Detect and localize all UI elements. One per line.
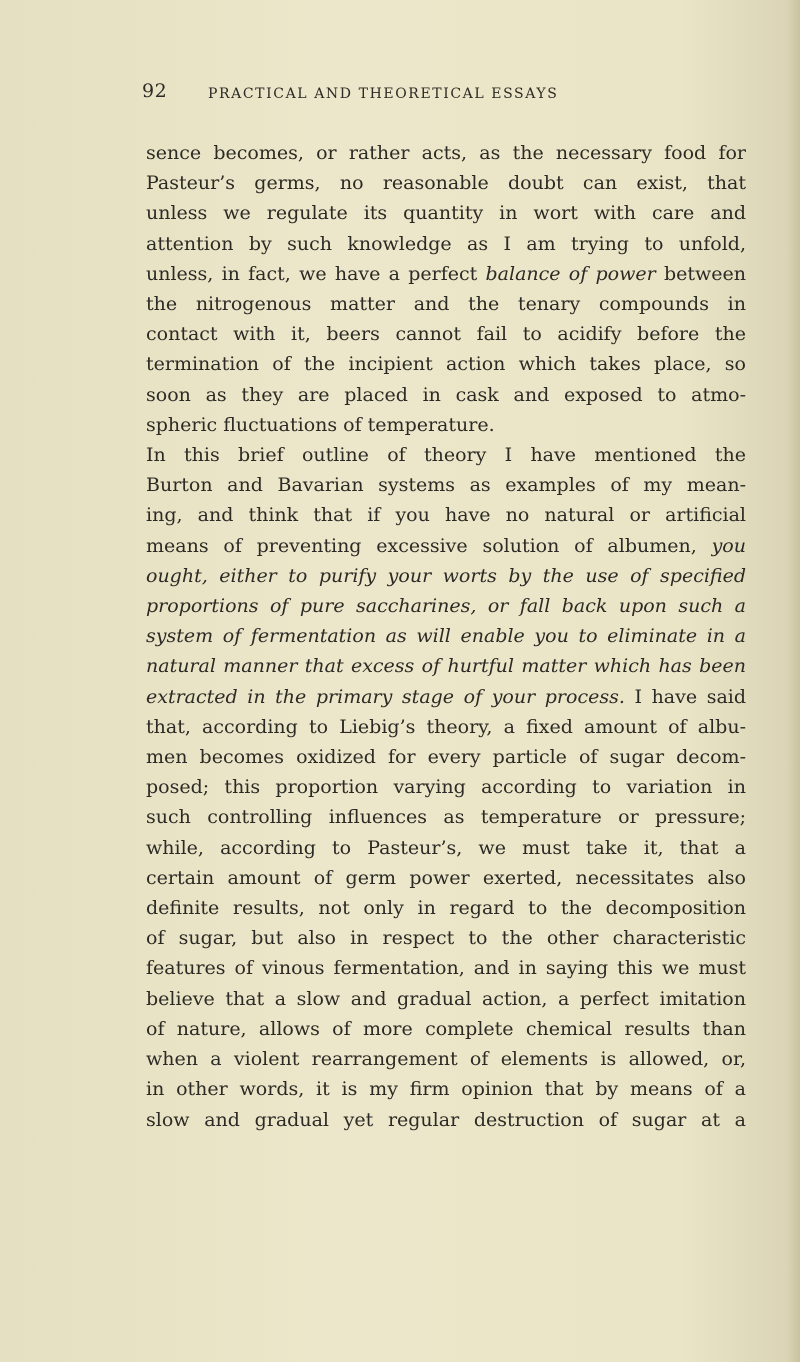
text-line-last: spheric fluctuations of temperature.	[146, 413, 495, 436]
text-line: definite results, not only in regard to the decomposition	[146, 897, 746, 920]
page-header	[0, 80, 800, 110]
text-line: soon as they are placed in cask and exposed to atmo-	[146, 383, 746, 406]
text-line: Pasteur’s germs, no reasonable doubt can exist, that	[146, 172, 746, 195]
page-number: 92	[142, 80, 168, 102]
text-line: natural manner that excess of hurtful matter which has been	[146, 655, 746, 678]
text-line: certain amount of germ power exerted, necessitates also	[146, 866, 746, 889]
text-line: features of vinous fermentation, and in saying this we must	[146, 957, 746, 980]
running-head: PRACTICAL AND THEORETICAL ESSAYS	[208, 86, 559, 102]
text-line: attention by such knowledge as I am trying to unfold,	[146, 232, 746, 255]
text-line: system of fermentation as will enable you to eliminate in a	[146, 625, 746, 648]
text-line: of sugar, but also in respect to the other characteristic	[146, 927, 746, 950]
text-line: men becomes oxidized for every particle of sugar decom-	[146, 746, 746, 769]
text-line: while, according to Pasteur’s, we must take it, that a	[146, 836, 746, 859]
text-line: the nitrogenous matter and the tenary compounds in	[146, 293, 746, 316]
text-line: termination of the incipient action which takes place, so	[146, 353, 746, 376]
text-line: means of preventing excessive solution of albumen, you	[146, 534, 746, 557]
text-line: proportions of pure saccharines, or fall back upon such a	[146, 595, 746, 618]
paragraph-1	[146, 138, 746, 440]
paragraph-2	[146, 440, 746, 1135]
text-line: extracted in the primary stage of your process. I have said	[146, 685, 747, 708]
text-line: in other words, it is my firm opinion that by means of a	[146, 1078, 746, 1101]
text-line: slow and gradual yet regular destruction of sugar at a	[146, 1108, 746, 1131]
text-line: when a violent rearrangement of elements is allowed, or,	[146, 1048, 746, 1071]
text-line: ought, either to purify your worts by the use of specified	[146, 564, 746, 587]
text-line: of nature, allows of more complete chemical results than	[146, 1017, 746, 1040]
text-line: believe that a slow and gradual action, a perfect imitation	[146, 987, 746, 1010]
text-line: posed; this proportion varying according to variation in	[146, 776, 746, 799]
text-line: that, according to Liebig’s theory, a fixed amount of albu-	[146, 715, 746, 738]
text-line: Burton and Bavarian systems as examples of my mean-	[146, 474, 746, 497]
text-line: such controlling influences as temperature or pressure;	[146, 806, 746, 829]
text-line: contact with it, beers cannot fail to acidify before the	[146, 323, 746, 346]
text-line: sence becomes, or rather acts, as the necessary food for	[146, 142, 746, 164]
page-edge-shadow	[786, 0, 800, 1362]
body-text	[146, 138, 746, 1135]
text-line: unless, in fact, we have a perfect balance of power between	[146, 262, 746, 285]
text-line: In this brief outline of theory I have mentioned the	[146, 444, 746, 467]
text-line: unless we regulate its quantity in wort with care and	[146, 202, 746, 225]
text-line: ing, and think that if you have no natural or artificial	[146, 504, 746, 527]
